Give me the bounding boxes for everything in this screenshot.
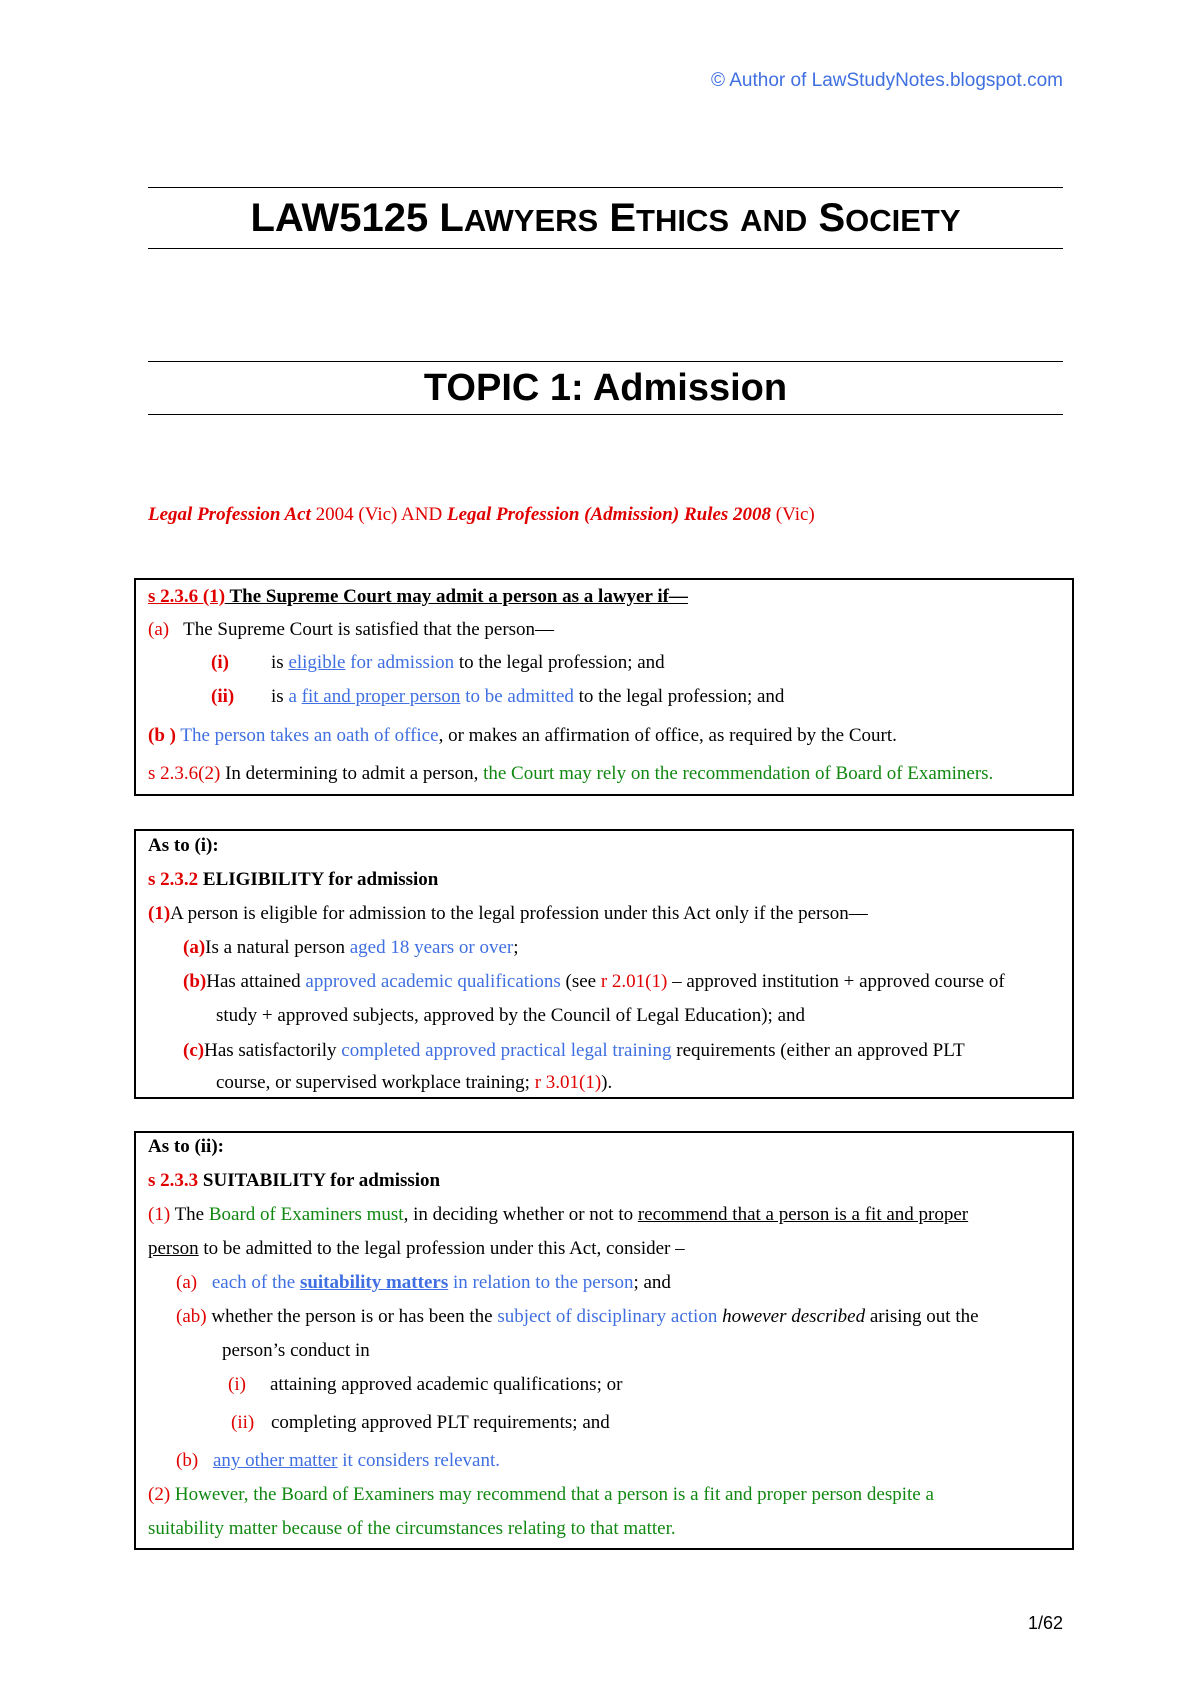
title-small-caps: AND (740, 203, 808, 238)
clause-text: for admission (345, 652, 455, 673)
subsection-2-continued: suitability matter because of the circumstances relating to that matter. (148, 1518, 676, 1539)
clause-label: (b) (183, 971, 207, 992)
clause-text: recommend that a person is a fit and proper (637, 1204, 969, 1225)
clause-text: , in deciding whether or not to (403, 1204, 638, 1225)
suitability-box (134, 1131, 1074, 1550)
section-heading (148, 869, 1062, 891)
clause-text: , or makes an affirmation of office, as required by the Court. (438, 725, 897, 746)
subsection-1 (148, 1204, 1062, 1226)
clause-text: any other matter (213, 1450, 338, 1471)
clause-label: (b ) (148, 725, 176, 746)
subsection-2 (148, 763, 1062, 785)
suitability-matters-term: suitability matters (299, 1272, 449, 1293)
clause-label: (1) (148, 1204, 171, 1225)
clause-label: (ii) (211, 686, 235, 707)
clause-text: to be admitted (460, 686, 574, 707)
clause-text: a (288, 686, 302, 707)
clause-text: In determining to admit a person, (220, 763, 484, 784)
clause-text: aged 18 years or over (349, 937, 514, 958)
clause-text: to be admitted to the legal profession under this Act, consider – (198, 1238, 685, 1259)
clause-text: course, or supervised workplace training; (216, 1072, 535, 1093)
admission-box (134, 578, 1074, 796)
rule-ref: r 2.01(1) (600, 971, 668, 992)
clause-text: Has satisfactorily (204, 1040, 342, 1061)
title-small-caps: OCIETY (845, 203, 961, 238)
rule-ref: r 3.01(1) (534, 1072, 602, 1093)
clause-label: (2) (148, 1484, 171, 1505)
clause-text: ; (513, 937, 519, 958)
act-name: Legal Profession Act (148, 504, 311, 525)
clause-text: whether the person is or has been the (206, 1306, 498, 1327)
clause-b (148, 725, 1062, 747)
section-ref: s 2.3.6(2) (148, 763, 221, 784)
clause-label: (b) (176, 1450, 199, 1471)
clause-label: (a) (148, 619, 170, 640)
clause-i (228, 1374, 1062, 1396)
section-heading (148, 1170, 1062, 1192)
eligible-term: eligible (288, 652, 346, 673)
clause-ii (231, 1412, 1062, 1434)
clause-c-continued (216, 1072, 1062, 1094)
clause-text: requirements (either an approved PLT (671, 1040, 965, 1061)
clause-text: Is a natural person (205, 937, 350, 958)
clause-text: (see (560, 971, 601, 992)
rules-name: Legal Profession (Admission) Rules 2008 (446, 504, 772, 525)
clause-text: is (271, 652, 289, 673)
section-ref: s 2.3.6 (1) (148, 586, 226, 607)
clause-label: (c) (183, 1040, 205, 1061)
clause-text: – approved institution + approved course of (667, 971, 1005, 992)
legislation-sources (148, 504, 1078, 526)
clause-label: (ii) (231, 1412, 255, 1433)
clause-text: each of the (207, 1272, 300, 1293)
topic-title: TOPIC 1: Admission (148, 361, 1063, 415)
eligibility-box (134, 829, 1074, 1099)
clause-text: The Supreme Court is satisfied that the person— (183, 619, 555, 640)
title-initial: E (609, 196, 637, 240)
section-heading-text: ELIGIBILITY for admission (198, 869, 439, 890)
clause-label: (a) (183, 937, 206, 958)
act-year: 2004 (Vic) AND (310, 504, 447, 525)
subsection-2 (148, 1484, 1062, 1506)
clause-text: attaining approved academic qualifications; or (270, 1374, 623, 1395)
clause-text: to the legal profession; and (454, 652, 665, 673)
as-to-heading: As to (i): (148, 835, 219, 856)
clause-text: Has attained (206, 971, 306, 992)
as-to-heading: As to (ii): (148, 1136, 224, 1157)
clause-label: (i) (211, 652, 229, 673)
clause-text: A person is eligible for admission to the legal profession under this Act only if the person— (170, 903, 868, 924)
clause-c (183, 1040, 1062, 1062)
clause-text: completed approved practical legal training (341, 1040, 672, 1061)
clause-text: ; and (633, 1272, 671, 1293)
clause-label: (1) (148, 903, 171, 924)
title-initial: L (439, 196, 464, 240)
page-number: 1/62 (1027, 1613, 1063, 1633)
clause-b-continued: study + approved subjects, approved by the Council of Legal Education); and (216, 1005, 806, 1026)
title-small-caps: THICS (636, 203, 730, 238)
subsection-1 (148, 903, 1062, 925)
clause-text: arising out the (865, 1306, 979, 1327)
clause-b (176, 1450, 1062, 1472)
author-credit: © Author of LawStudyNotes.blogspot.com (711, 70, 1063, 91)
clause-a (148, 619, 1062, 641)
rules-jurisdiction: (Vic) (771, 504, 815, 525)
clause-label: (a) (176, 1272, 198, 1293)
clause-i (148, 652, 1062, 674)
section-heading (148, 586, 1062, 608)
section-heading-text: SUITABILITY for admission (198, 1170, 441, 1191)
clause-label: (ab) (176, 1306, 207, 1327)
section-ref: s 2.3.2 (148, 869, 199, 890)
clause-label: (i) (228, 1374, 246, 1395)
clause-text: subject of disciplinary action (497, 1306, 718, 1327)
clause-text: however described (717, 1306, 866, 1327)
subsection-1-continued (148, 1238, 1062, 1260)
clause-b (183, 971, 1062, 993)
clause-text: The (170, 1204, 209, 1225)
course-code: LAW5125 (250, 196, 429, 240)
clause-text: it considers relevant. (337, 1450, 501, 1471)
fit-and-proper-term: fit and proper person (301, 686, 461, 707)
clause-ab-continued: person’s conduct in (222, 1340, 370, 1361)
section-ref: s 2.3.3 (148, 1170, 199, 1191)
title-initial: S (818, 196, 846, 240)
clause-text: completing approved PLT requirements; and (271, 1412, 610, 1433)
clause-ii (148, 686, 1062, 708)
clause-text: However, the Board of Examiners may recommend that a person is a fit and proper person despite a (170, 1484, 934, 1505)
clause-a (183, 937, 1062, 959)
clause-text: The person takes an oath of office (175, 725, 439, 746)
clause-text: in relation to the person (448, 1272, 634, 1293)
clause-ab (176, 1306, 1062, 1328)
clause-text: to the legal profession; and (573, 686, 785, 707)
clause-text: person (148, 1238, 199, 1259)
clause-text: ). (601, 1072, 613, 1093)
clause-text: Board of Examiners must (208, 1204, 404, 1225)
title-small-caps: AWYERS (463, 203, 599, 238)
clause-text: the Court may rely on the recommendation of Board of Examiners. (483, 763, 994, 784)
clause-text: is (271, 686, 289, 707)
section-heading-text: The Supreme Court may admit a person as a lawyer if— (225, 586, 688, 607)
clause-text: approved academic qualifications (305, 971, 561, 992)
course-title (148, 187, 1063, 249)
clause-a (176, 1272, 1062, 1294)
